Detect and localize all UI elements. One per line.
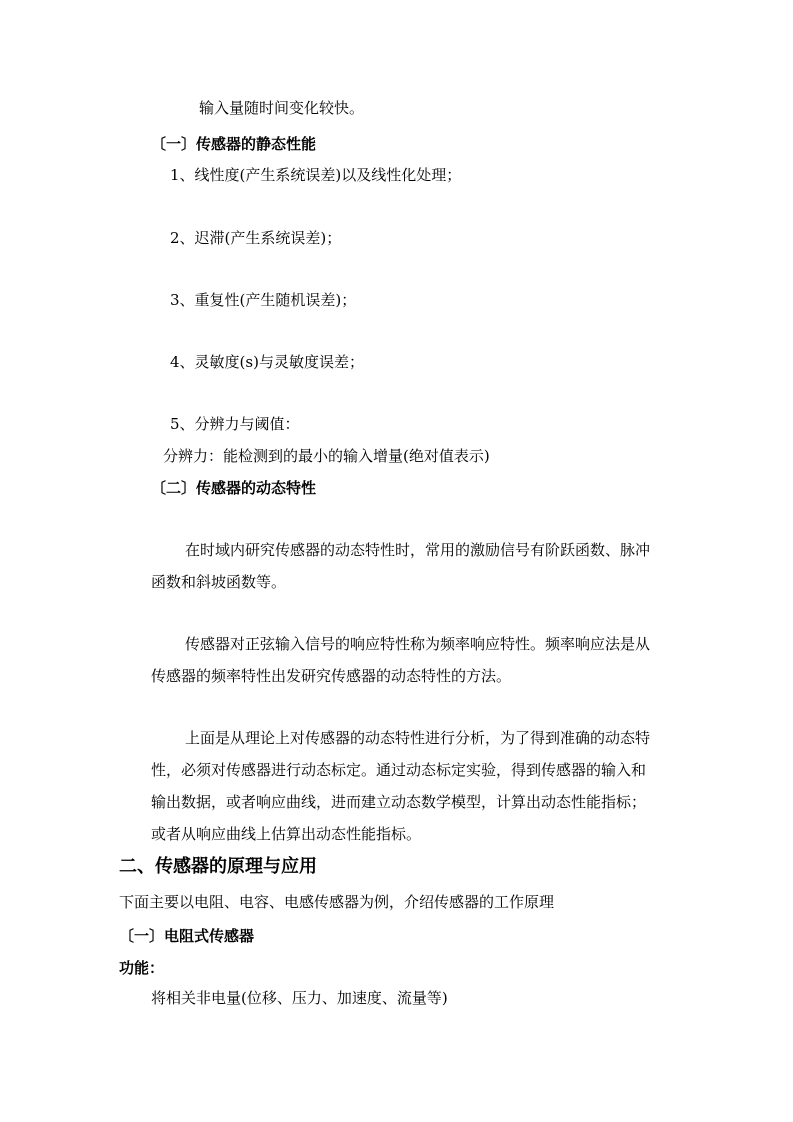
dynamic-paragraph-3-line-3: 输出数据，或者响应曲线，进而建立动态数学模型，计算出动态性能指标；: [151, 793, 647, 811]
function-label: 功能：: [119, 959, 165, 977]
dynamic-paragraph-2-line-1: 传感器对正弦输入信号的响应特性称为频率响应特性。频率响应法是从: [185, 635, 651, 653]
dynamic-paragraph-1-line-1: 在时域内研究传感器的动态特性时，常用的激励信号有阶跃函数、脉冲: [185, 541, 651, 559]
resistive-sensor-heading: 〔一〕电阻式传感器: [119, 927, 255, 945]
section-2-intro: 下面主要以电阻、电容、电感传感器为例，介绍传感器的工作原理: [119, 893, 555, 911]
static-item-1: 1、线性度(产生系统误差)以及线性化处理；: [170, 166, 462, 184]
dynamic-paragraph-3-line-4: 或者从响应曲线上估算出动态性能指标。: [151, 825, 422, 843]
dynamic-paragraph-3-line-2: 性，必须对传感器进行动态标定。通过动态标定实验，得到传感器的输入和: [151, 761, 647, 779]
function-text: 将相关非电量(位移、压力、加速度、流量等): [151, 989, 448, 1007]
static-item-3: 3、重复性(产生随机误差)；: [170, 291, 357, 309]
static-item-4: 4、灵敏度(s)与灵敏度误差；: [170, 353, 364, 371]
section-2-heading: 二、传感器的原理与应用: [119, 856, 317, 877]
dynamic-paragraph-2-line-2: 传感器的频率特性出发研究传感器的动态特性的方法。: [151, 667, 512, 685]
static-item-5: 5、分辨力与阈值：: [170, 415, 300, 433]
resolution-definition: 分辨力：能检测到的最小的输入增量(绝对值表示): [163, 447, 490, 465]
intro-tail-text: 输入量随时间变化较快。: [199, 99, 365, 117]
dynamic-paragraph-3-line-1: 上面是从理论上对传感器的动态特性进行分析，为了得到准确的动态特: [185, 729, 651, 747]
static-performance-heading: 〔一〕传感器的静态性能: [151, 135, 317, 153]
static-item-2: 2、迟滞(产生系统误差)；: [170, 229, 342, 247]
dynamic-characteristics-heading: 〔二〕传感器的动态特性: [151, 479, 317, 497]
dynamic-paragraph-1-line-2: 函数和斜坡函数等。: [151, 573, 287, 591]
